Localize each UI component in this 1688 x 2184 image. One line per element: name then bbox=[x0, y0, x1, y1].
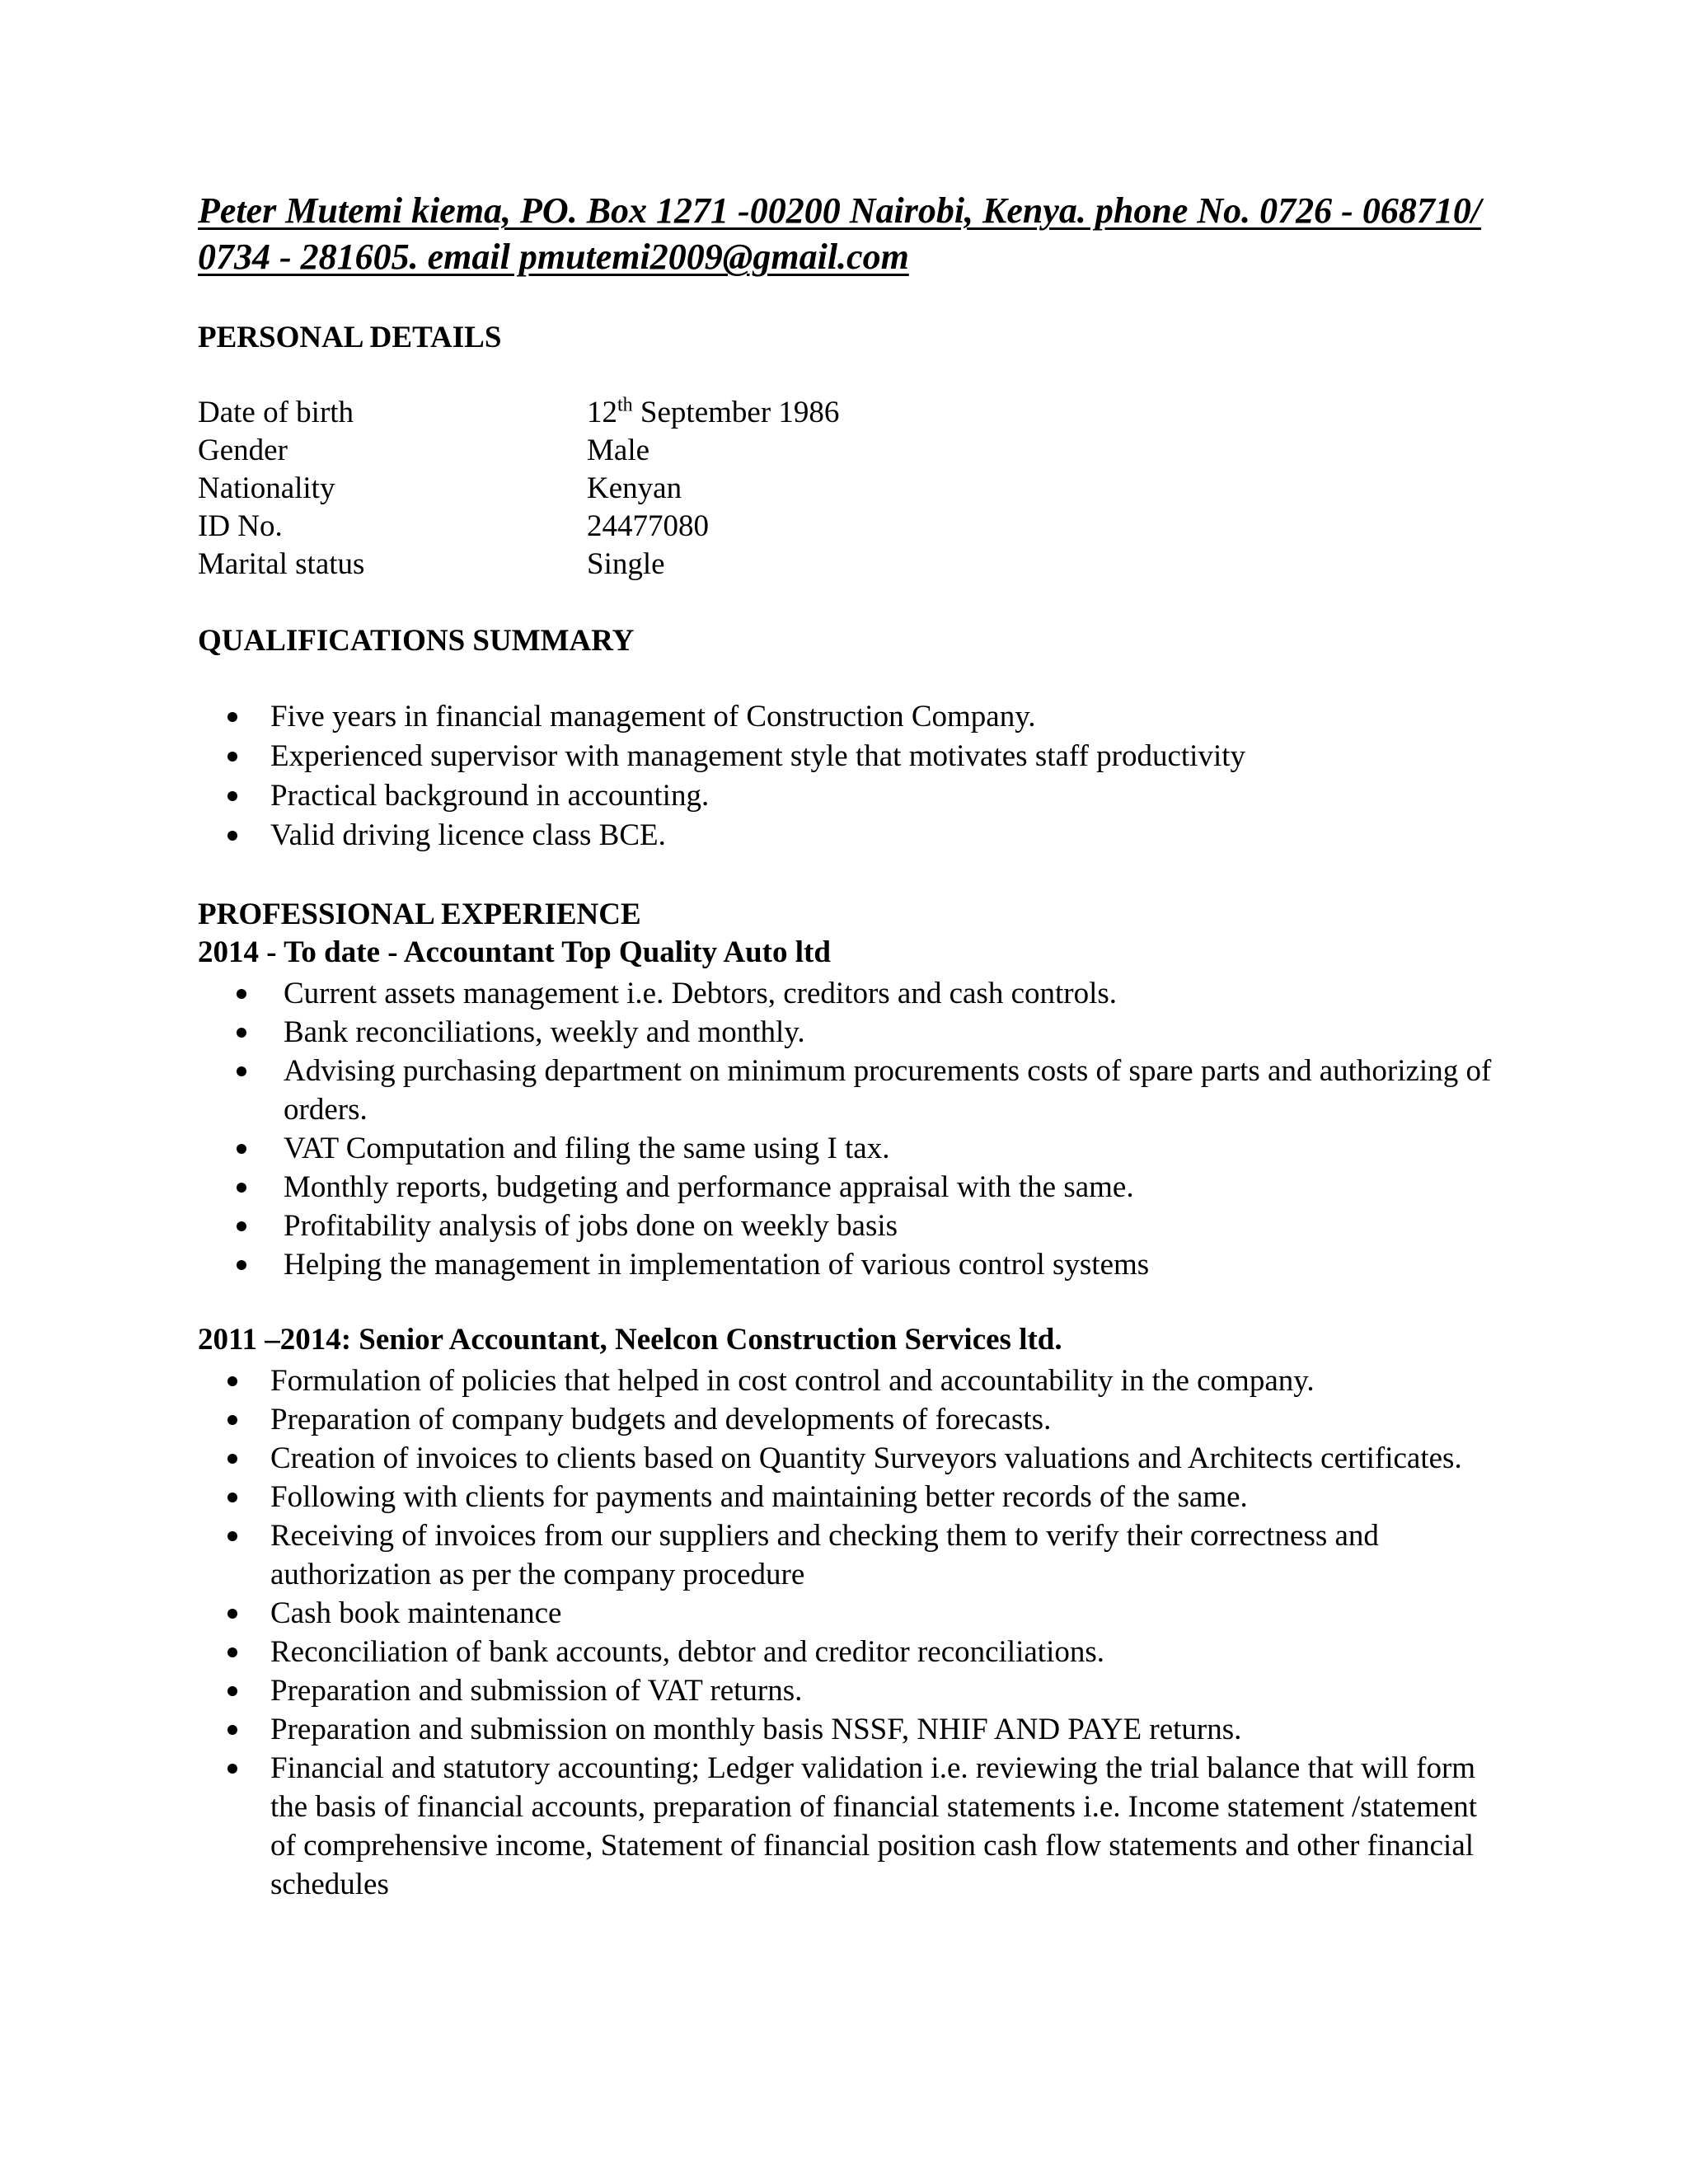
list-item: Preparation and submission of VAT returns. bbox=[270, 1671, 1490, 1710]
list-item: Receiving of invoices from our suppliers and checking them to verify their correctness and authorization as per the company procedure bbox=[270, 1516, 1490, 1594]
detail-row-id bbox=[198, 508, 839, 546]
qualifications-heading: QUALIFICATIONS SUMMARY bbox=[198, 624, 635, 658]
detail-label: Gender bbox=[198, 434, 288, 467]
bullet-icon bbox=[227, 1609, 237, 1619]
detail-row-nationality bbox=[198, 470, 839, 508]
bullet-icon bbox=[227, 712, 237, 722]
list-item: Following with clients for payments and maintaining better records of the same. bbox=[270, 1478, 1490, 1516]
bullet-icon bbox=[237, 1183, 246, 1193]
list-item: Financial and statutory accounting; Ledger validation i.e. reviewing the trial balance that will form the basis of financial accounts, preparation of financial statements i.e. Income statement /statement of comprehensive income, Statement of financial position cash flow statements and other financial schedules bbox=[270, 1749, 1490, 1904]
list-item: Valid driving licence class BCE. bbox=[270, 816, 1482, 855]
list-item: Creation of invoices to clients based on Quantity Surveyors valuations and Architects certificates. bbox=[270, 1439, 1490, 1478]
bullet-icon bbox=[227, 831, 237, 841]
bullet-icon bbox=[237, 1144, 246, 1154]
bullet-icon bbox=[237, 1221, 246, 1231]
list-item: Advising purchasing department on minimum procurements costs of spare parts and authorizing of orders. bbox=[284, 1052, 1495, 1129]
detail-value: 12th September 1986 bbox=[587, 394, 840, 429]
list-item: Formulation of policies that helped in cost control and accountability in the company. bbox=[270, 1361, 1490, 1400]
list-item: Current assets management i.e. Debtors, creditors and cash controls. bbox=[284, 974, 1495, 1013]
detail-row-dob bbox=[198, 394, 839, 432]
detail-label: ID No. bbox=[198, 509, 283, 543]
personal-details-heading: PERSONAL DETAILS bbox=[198, 321, 502, 354]
list-item: Experienced supervisor with management style that motivates staff productivity bbox=[270, 737, 1482, 776]
detail-value: Single bbox=[587, 547, 665, 581]
list-item: Profitability analysis of jobs done on weekly basis bbox=[284, 1207, 1495, 1245]
detail-value: 24477080 bbox=[587, 509, 709, 543]
job-duties-list-neelcon bbox=[270, 1361, 1490, 1904]
detail-value: Kenyan bbox=[587, 471, 682, 505]
experience-heading: PROFESSIONAL EXPERIENCE bbox=[198, 898, 641, 931]
bullet-icon bbox=[227, 1686, 237, 1696]
qualifications-list bbox=[270, 697, 1482, 855]
list-item: Practical background in accounting. bbox=[270, 776, 1482, 816]
bullet-icon bbox=[227, 1647, 237, 1657]
job-heading-top-quality: 2014 - To date - Accountant Top Quality Auto ltd bbox=[198, 935, 831, 969]
detail-label: Nationality bbox=[198, 471, 335, 505]
bullet-icon bbox=[237, 989, 246, 999]
bullet-icon bbox=[227, 1493, 237, 1502]
list-item: VAT Computation and filing the same using I tax. bbox=[284, 1129, 1495, 1168]
list-item: Preparation of company budgets and developments of forecasts. bbox=[270, 1400, 1490, 1439]
list-item: Bank reconciliations, weekly and monthly. bbox=[284, 1013, 1495, 1052]
bullet-icon bbox=[227, 752, 237, 762]
detail-value: Male bbox=[587, 434, 650, 467]
bullet-icon bbox=[227, 1725, 237, 1735]
detail-row-marital bbox=[198, 546, 839, 583]
bullet-icon bbox=[237, 1260, 246, 1270]
list-item: Cash book maintenance bbox=[270, 1594, 1490, 1633]
bullet-icon bbox=[227, 1415, 237, 1425]
detail-label: Date of birth bbox=[198, 396, 354, 429]
detail-row-gender bbox=[198, 432, 839, 470]
bullet-icon bbox=[227, 1531, 237, 1541]
job-heading-neelcon: 2011 –2014: Senior Accountant, Neelcon Construction Services ltd. bbox=[198, 1323, 1062, 1357]
detail-label: Marital status bbox=[198, 547, 365, 581]
contact-header: Peter Mutemi kiema, PO. Box 1271 -00200 Nairobi, Kenya. phone No. 0726 - 068710/ 0734 - 281605. email pmutemi2009@gmail.com bbox=[198, 190, 1482, 277]
bullet-icon bbox=[227, 1764, 237, 1774]
job-duties-list-top-quality bbox=[284, 974, 1495, 1284]
list-item: Reconciliation of bank accounts, debtor and creditor reconciliations. bbox=[270, 1633, 1490, 1671]
list-item: Preparation and submission on monthly basis NSSF, NHIF AND PAYE returns. bbox=[270, 1710, 1490, 1749]
bullet-icon bbox=[227, 1454, 237, 1464]
bullet-icon bbox=[227, 791, 237, 801]
bullet-icon bbox=[237, 1066, 246, 1076]
list-item: Five years in financial management of Construction Company. bbox=[270, 697, 1482, 737]
list-item: Helping the management in implementation of various control systems bbox=[284, 1245, 1495, 1284]
personal-details-table bbox=[198, 394, 839, 583]
list-item: Monthly reports, budgeting and performance appraisal with the same. bbox=[284, 1168, 1495, 1207]
bullet-icon bbox=[237, 1028, 246, 1038]
bullet-icon bbox=[227, 1376, 237, 1386]
